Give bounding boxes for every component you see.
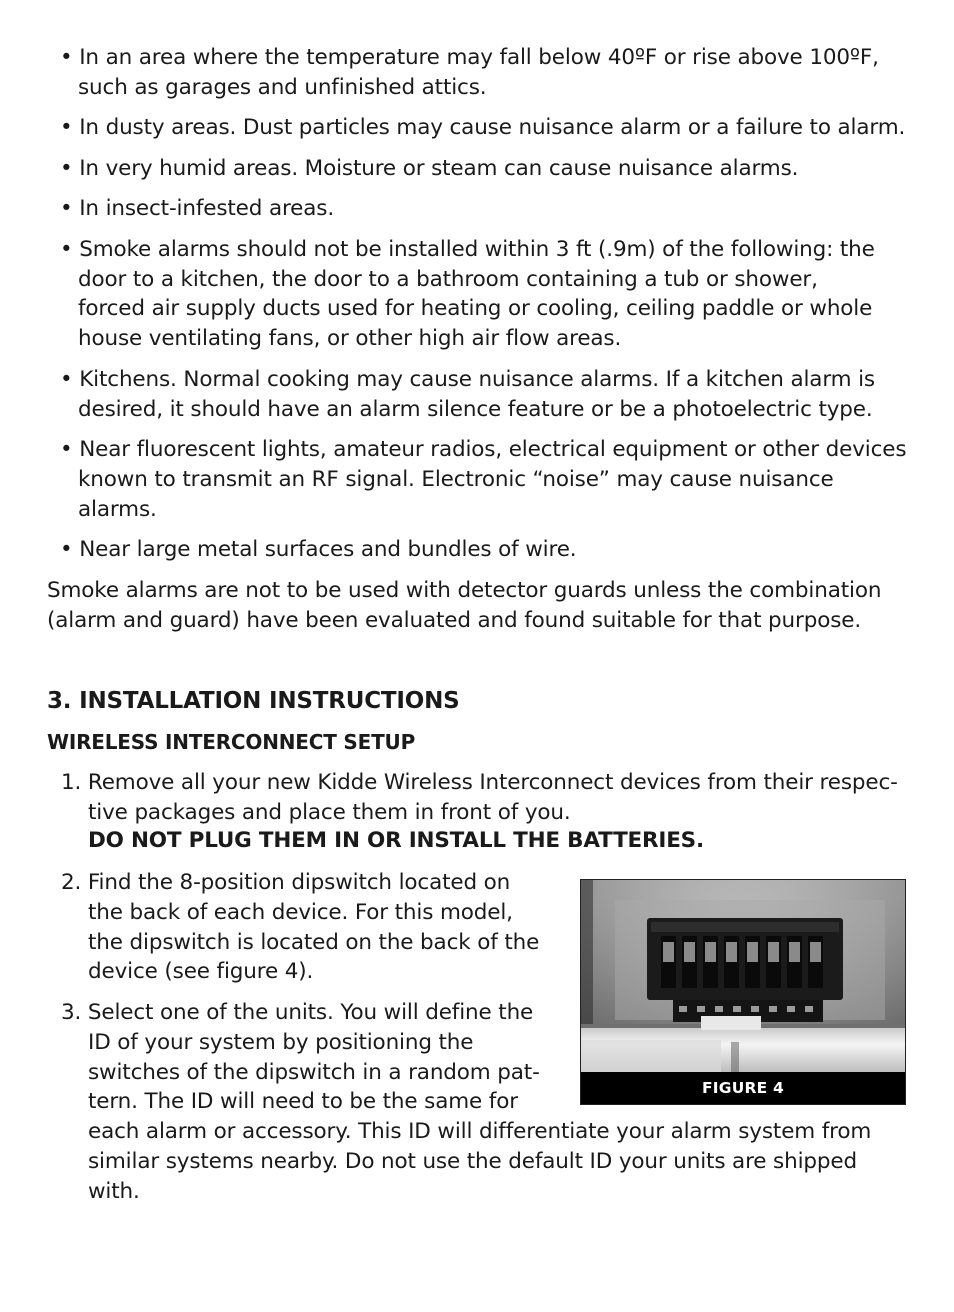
bullet-rf-line-3: alarms. (78, 497, 157, 522)
dipswitch-pin (715, 1006, 723, 1012)
step-2-line-1: 2. Find the 8-position dipswitch located on (61, 870, 511, 895)
step-2-line-3: the dipswitch is located on the back of the (88, 930, 540, 955)
section-title: 3. INSTALLATION INSTRUCTIONS (47, 688, 460, 714)
dipswitch-toggle (747, 942, 758, 962)
step-1-line-2: tive packages and place them in front of you. (88, 800, 571, 825)
dipswitch-toggle (663, 942, 674, 962)
dipswitch-toggle (810, 942, 821, 962)
guards-line-2: (alarm and guard) have been evaluated and found suitable for that purpose. (47, 608, 862, 633)
dipswitch-pin (679, 1006, 687, 1012)
bullet-metal: • Near large metal surfaces and bundles of wire. (60, 537, 577, 562)
dipswitch-photo (581, 880, 905, 1072)
dipswitch-toggle (768, 942, 779, 962)
bullet-kitchens-line-2: desired, it should have an alarm silence feature or be a photoelectric type. (78, 397, 873, 422)
bullet-rf-line-2: known to transmit an RF signal. Electronic “noise” may cause nuisance (78, 467, 834, 492)
figure-4-caption: FIGURE 4 (581, 1073, 905, 1104)
figure-4 (580, 879, 906, 1105)
step-2-line-2: the back of each device. For this model, (88, 900, 513, 925)
bullet-rf-line-1: • Near fluorescent lights, amateur radios, electrical equipment or other devices (60, 437, 907, 462)
step-2-line-4: device (see figure 4). (88, 959, 314, 984)
step-3-line-2: ID of your system by positioning the (88, 1030, 474, 1055)
dipswitch-pin (751, 1006, 759, 1012)
bullet-temperature-line-1: • In an area where the temperature may fall below 40ºF or rise above 100ºF, (60, 45, 879, 70)
bullet-3ft-line-3: forced air supply ducts used for heating or cooling, ceiling paddle or whole (78, 296, 873, 321)
step-1-line-1: 1. Remove all your new Kidde Wireless Interconnect devices from their respec- (61, 770, 898, 795)
dipswitch-toggle (789, 942, 800, 962)
bullet-temperature-line-2: such as garages and unfinished attics. (78, 75, 487, 100)
bullet-kitchens-line-1: • Kitchens. Normal cooking may cause nuisance alarms. If a kitchen alarm is (60, 367, 875, 392)
dipswitch-toggle (726, 942, 737, 962)
bullet-3ft-line-4: house ventilating fans, or other high air flow areas. (78, 326, 622, 351)
bullet-humid: • In very humid areas. Moisture or steam can cause nuisance alarms. (60, 156, 799, 181)
step-3-line-7: with. (88, 1179, 140, 1204)
dipswitch-toggle (705, 942, 716, 962)
guards-line-1: Smoke alarms are not to be used with detector guards unless the combination (47, 578, 882, 603)
step-3-line-3: switches of the dipswitch in a random pat- (88, 1060, 540, 1085)
dipswitch-pin (787, 1006, 795, 1012)
dipswitch-pin (769, 1006, 777, 1012)
dipswitch-pin (733, 1006, 741, 1012)
subsection-title: WIRELESS INTERCONNECT SETUP (47, 730, 416, 754)
dipswitch-pin (805, 1006, 813, 1012)
step-1-warning: DO NOT PLUG THEM IN OR INSTALL THE BATTERIES. (88, 828, 704, 853)
step-3-line-1: 3. Select one of the units. You will define the (61, 1000, 534, 1025)
step-3-line-4: tern. The ID will need to be the same for (88, 1089, 518, 1114)
bullet-3ft-line-2: door to a kitchen, the door to a bathroom containing a tub or shower, (78, 267, 818, 292)
dipswitch-pin (697, 1006, 705, 1012)
step-3-line-6: similar systems nearby. Do not use the default ID your units are shipped (88, 1149, 857, 1174)
bullet-insect: • In insect-infested areas. (60, 196, 335, 221)
bullet-dusty: • In dusty areas. Dust particles may cause nuisance alarm or a failure to alarm. (60, 115, 906, 140)
step-3-line-5: each alarm or accessory. This ID will differentiate your alarm system from (88, 1119, 872, 1144)
bullet-3ft-line-1: • Smoke alarms should not be installed within 3 ft (.9m) of the following: the (60, 237, 875, 262)
dipswitch-toggle (684, 942, 695, 962)
